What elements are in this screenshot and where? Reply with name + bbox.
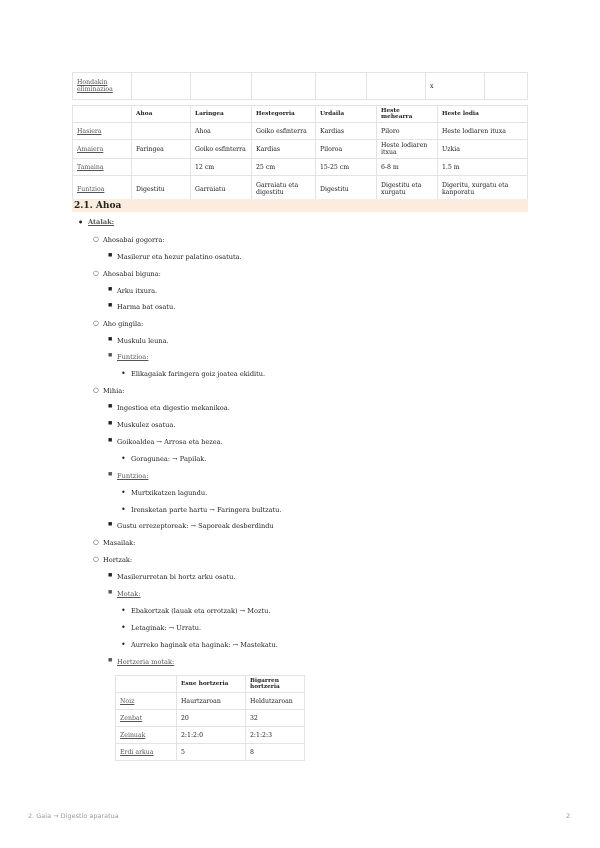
header-cell xyxy=(116,676,177,693)
cell: 6-8 m xyxy=(377,159,438,176)
list-item: ○ Aho gingila: xyxy=(103,320,143,328)
cell: 1.5 m xyxy=(438,159,528,176)
row-label: Amaiera xyxy=(73,140,132,159)
table-row xyxy=(116,727,305,744)
list-item: ○ Ahosabai gogorra: xyxy=(103,236,165,244)
list-item: • Atalak: xyxy=(88,218,114,226)
cell: Piloroa xyxy=(316,140,377,159)
row-label: Hasiera xyxy=(73,123,132,140)
cell: 2:1:2:0 xyxy=(177,727,246,744)
list-item: ■ Masilerur eta hezur palatino osatuta. xyxy=(117,253,242,261)
header-cell: Ahoa xyxy=(132,106,191,123)
header-cell: Heste mehearra xyxy=(377,106,438,123)
cell: Digestitu eta xurgatu xyxy=(377,176,438,203)
cell: 32 xyxy=(246,710,305,727)
row-label: Noiz xyxy=(116,693,177,710)
cell: 15-25 cm xyxy=(316,159,377,176)
dentition-table xyxy=(115,675,305,761)
table-row xyxy=(116,744,305,761)
table-row xyxy=(73,73,528,100)
list-item: ■ Muskulez osatua. xyxy=(117,421,175,429)
list-item: • Ebakortzak (lauak eta orrotzak) → Moztu. xyxy=(131,607,270,615)
digestive-organs-table xyxy=(72,105,528,203)
row-label: Funtzioa xyxy=(73,176,132,203)
header-cell: Heste lodia xyxy=(438,106,528,123)
list-item: ■ Motak: xyxy=(117,590,141,598)
footer-breadcrumb: 2. Gaia → Digestio aparatua xyxy=(28,812,119,820)
table-row xyxy=(73,123,528,140)
table-row xyxy=(73,140,528,159)
list-item: ○ Ahosabai biguna: xyxy=(103,270,161,278)
list-item: • Letaginak: → Urratu. xyxy=(131,624,201,632)
table-row xyxy=(116,710,305,727)
list-item: ■ Funtzioa: xyxy=(117,353,148,361)
table-header-row xyxy=(73,106,528,123)
cell: 5 xyxy=(177,744,246,761)
cell: Uzkia xyxy=(438,140,528,159)
cell: Heste lodiaren itxua xyxy=(377,140,438,159)
cell: 8 xyxy=(246,744,305,761)
cell: 12 cm xyxy=(191,159,252,176)
section-highlight xyxy=(72,199,528,212)
list-item: ■ Ingestioa eta digestio mekanikoa. xyxy=(117,404,230,412)
row-label: Zeinuak xyxy=(116,727,177,744)
cell: Kardias xyxy=(316,123,377,140)
cell: Faringea xyxy=(132,140,191,159)
cell: Haurtzaroan xyxy=(177,693,246,710)
header-cell: Bigarren hortzeria xyxy=(246,676,305,693)
list-item: ■ Goikoaldea → Arrosa eta hezea. xyxy=(117,438,223,446)
cell: Heste lodiaren ituxa xyxy=(438,123,528,140)
table-header-row xyxy=(116,676,305,693)
cell: Piloro xyxy=(377,123,438,140)
cell xyxy=(132,159,191,176)
list-item: ■ Funtzioa: xyxy=(117,472,148,480)
list-item: • Irensketan parte hartu → Faringera bultzatu. xyxy=(131,506,282,514)
cell: 20 xyxy=(177,710,246,727)
cell: 25 cm xyxy=(252,159,316,176)
cell: Kardias xyxy=(252,140,316,159)
table-row xyxy=(73,159,528,176)
elimination-table xyxy=(72,72,528,100)
header-cell: Esne hortzeria xyxy=(177,676,246,693)
header-cell xyxy=(73,106,132,123)
row-label: Tamaina xyxy=(73,159,132,176)
cell: Goiko esfinterra xyxy=(252,123,316,140)
list-item: ○ Mihia: xyxy=(103,387,124,395)
cell: Digestitu xyxy=(132,176,191,203)
list-item: ■ Harma bat osatu. xyxy=(117,303,175,311)
row-label: Zenbat xyxy=(116,710,177,727)
list-item: ■ Muskulu leuna. xyxy=(117,337,169,345)
list-item: ■ Masilerurretan bi hortz arku osatu. xyxy=(117,573,235,581)
page-number: 2 xyxy=(566,812,571,820)
cell: Digeritu, xurgatu eta kanporatu xyxy=(438,176,528,203)
cell: Digestitu xyxy=(316,176,377,203)
list-item: ○ Masailak: xyxy=(103,539,135,547)
row-label: Erdi arkua xyxy=(116,744,177,761)
cell: Heldutzaroan xyxy=(246,693,305,710)
list-item: • Aurreko haginak eta haginak: → Mastekatu. xyxy=(131,641,278,649)
list-item: ○ Hortzak: xyxy=(103,556,132,564)
table-row xyxy=(116,693,305,710)
list-item: • Elikagaiak faringera goiz joatea ekiditu. xyxy=(131,370,265,378)
list-item: • Murtxikatzen lagundu. xyxy=(131,489,207,497)
cell: Garraiatu xyxy=(191,176,252,203)
header-cell: Laringea xyxy=(191,106,252,123)
cell: Goiko esfinterra xyxy=(191,140,252,159)
row-label: Hondakin eliminazioa xyxy=(73,73,132,100)
list-item: • Goragunea: → Papilak. xyxy=(131,455,206,463)
cell: 2:1:2:3 xyxy=(246,727,305,744)
cell: Ahoa xyxy=(191,123,252,140)
cell: Garraiatu eta digestitu xyxy=(252,176,316,203)
header-cell: Hestegorria xyxy=(252,106,316,123)
list-item: ■ Gustu errezeptoreak: → Saporeak desberdindu xyxy=(117,522,274,530)
mark-cell: x xyxy=(426,73,485,100)
header-cell: Urdaila xyxy=(316,106,377,123)
section-title: 2.1. Ahoa xyxy=(74,201,122,211)
list-item: ■ Arku itxura. xyxy=(117,287,157,295)
cell xyxy=(132,123,191,140)
list-item: ■ Hortzeria motak: xyxy=(117,658,174,666)
